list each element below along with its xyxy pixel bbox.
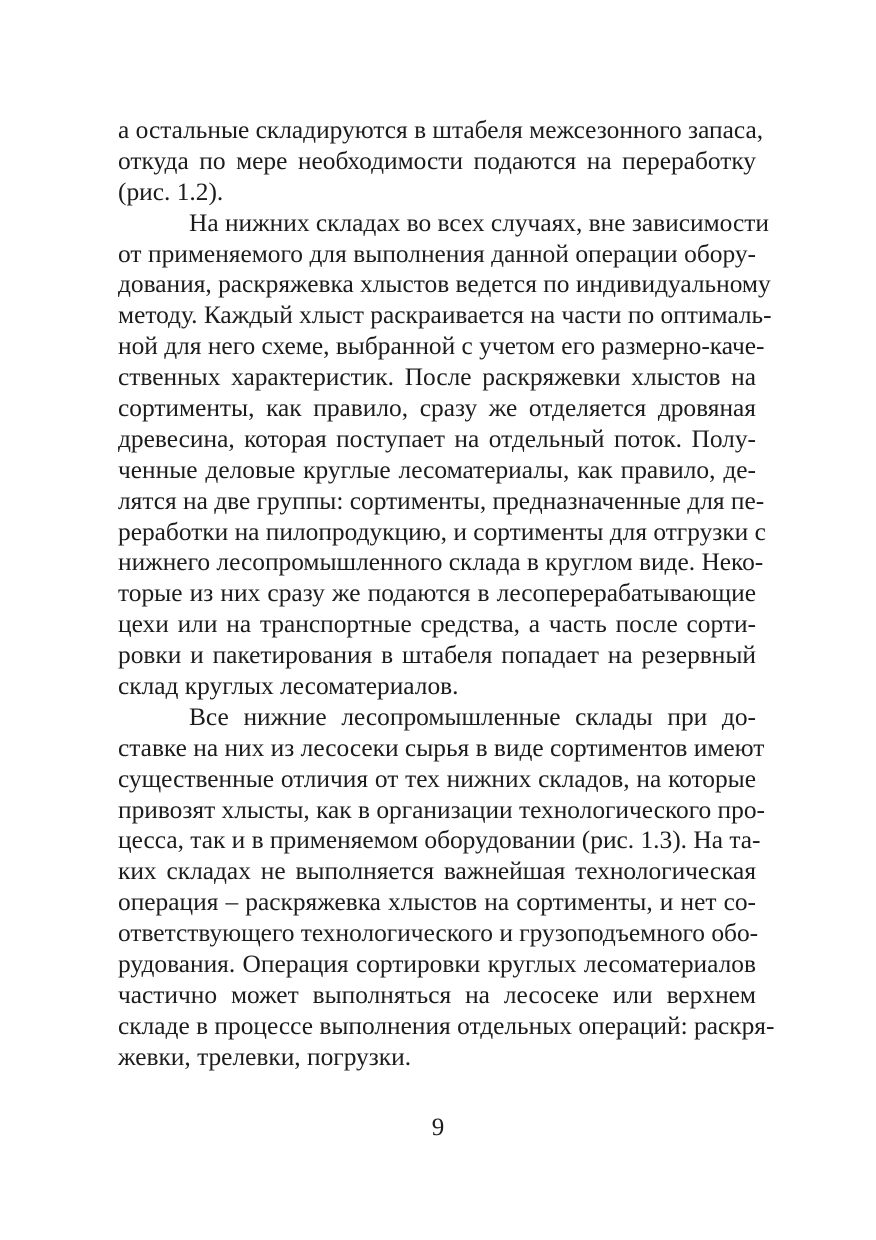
paragraph — [118, 115, 764, 208]
text-line: ответствующего технологического и грузоподъемного обо- — [118, 919, 759, 948]
text-line: рудования. Операция сортировки круглых лесоматериалов — [118, 950, 756, 979]
text-line: нижнего лесопромышленного склада в круглом виде. Неко- — [118, 548, 764, 577]
text-line: привозят хлысты, как в организации технологического про- — [118, 795, 765, 824]
text-line: торые из них сразу же подаются в лесоперерабатывающие — [118, 579, 756, 608]
text-line: Все нижние лесопромышленные склады при до- — [189, 702, 756, 731]
text-line: лятся на две группы: сортименты, предназначенные для пе- — [118, 486, 765, 515]
text-line: склад круглых лесоматериалов. — [118, 672, 459, 701]
text-line: ставке на них из лесосеки сырья в виде сортиментов имеют — [118, 733, 765, 762]
paragraph — [118, 702, 775, 1073]
text-line: существенные отличия от тех нижних складов, на которые — [118, 764, 756, 793]
text-line: складе в процессе выполнения отдельных операций: раскря- — [118, 1011, 775, 1040]
text-line: жевки, трелевки, погрузки. — [118, 1042, 412, 1071]
text-line: операция – раскряжевка хлыстов на сортименты, и нет со- — [118, 888, 756, 917]
text-line: На нижних складах во всех случаях, вне зависимости — [189, 208, 769, 237]
text-line: методу. Каждый хлыст раскраивается на части по оптималь- — [118, 301, 772, 330]
text-line: древесина, которая поступает на отдельный поток. Полу- — [118, 424, 756, 453]
text-line: ровки и пакетирования в штабеля попадает на резервный — [118, 641, 756, 670]
page-number: 9 — [431, 1114, 445, 1141]
text-line: откуда по мере необходимости подаются на переработку — [118, 146, 756, 175]
text-line: цесса, так и в применяемом оборудовании (рис. 1.3). На та- — [118, 826, 761, 855]
text-line: от применяемого для выполнения данной операции обору- — [118, 239, 756, 268]
text-line: частично может выполняться на лесосеке или верхнем — [118, 980, 756, 1009]
body-text — [118, 115, 775, 1073]
text-line: ченные деловые круглые лесоматериалы, как правило, де- — [118, 455, 756, 484]
text-line: ной для него схеме, выбранной с учетом его размерно-каче- — [118, 332, 765, 361]
text-line: сортименты, как правило, сразу же отделяется дровяная — [118, 394, 756, 423]
text-line: а остальные складируются в штабеля межсезонного запаса, — [118, 116, 764, 144]
text-line: дования, раскряжевка хлыстов ведется по индивидуальному — [118, 270, 771, 299]
text-line: ких складах не выполняется важнейшая технологическая — [118, 857, 756, 886]
text-line: (рис. 1.2). — [118, 177, 224, 206]
text-line: реработки на пилопродукцию, и сортименты для отгрузки с — [118, 517, 766, 546]
text-line: цехи или на транспортные средства, а часть после сорти- — [118, 610, 756, 639]
paragraph — [118, 208, 772, 702]
text-line: ственных характеристик. После раскряжевки хлыстов на — [118, 363, 756, 392]
